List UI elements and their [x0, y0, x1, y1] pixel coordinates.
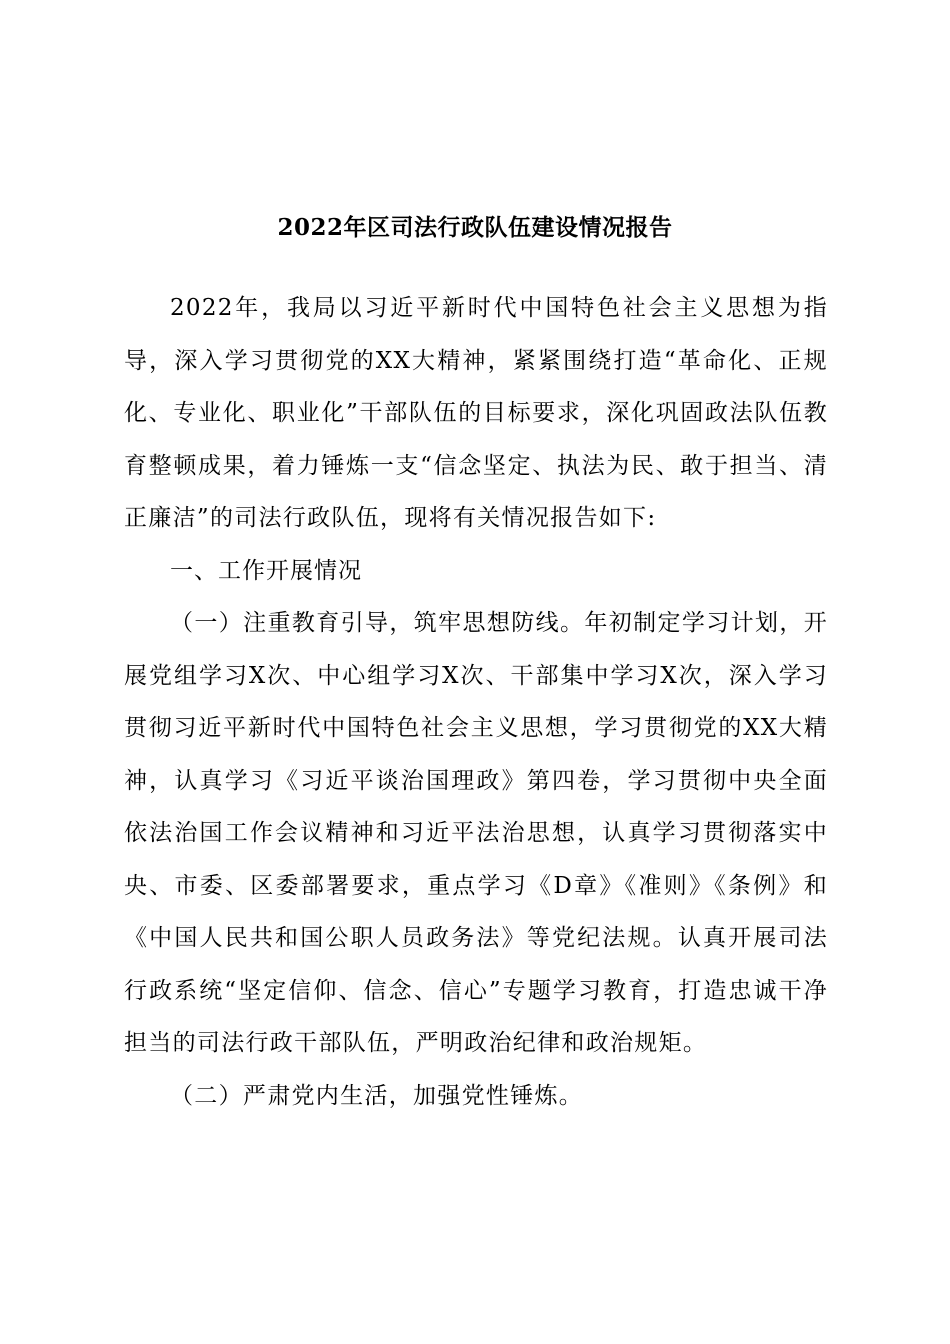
section-heading: 一、工作开展情况	[170, 557, 362, 584]
section-paragraph-2: （二）严肃党内生活，加强党性锤炼。	[170, 1082, 584, 1109]
document-body	[124, 282, 828, 1122]
intro-paragraph: 2022年，我局以习近平新时代中国特色社会主义思想为指导，深入学习贯彻党的XX大精神，紧紧围绕打造“革命化、正规化、专业化、职业化”干部队伍的目标要求，深化巩固政法队伍教育整顿成果，着力锤炼一支“信念坚定、执法为民、敢于担当、清正廉洁”的司法行政队伍，现将有关情况报告如下:	[124, 295, 828, 531]
document-title: 2022年区司法行政队伍建设情况报告	[277, 214, 673, 241]
section-paragraph-1: （一）注重教育引导，筑牢思想防线。年初制定学习计划，开展党组学习X次、中心组学习X次、干部集中学习X次，深入学习贯彻习近平新时代中国特色社会主义思想，学习贯彻党的XX大精神，认真学习《习近平谈治国理政》第四卷，学习贯彻中央全面依法治国工作会议精神和习近平法治思想，认真学习贯彻落实中央、市委、区委部署要求，重点学习《D章》《准则》《条例》和《中国人民共和国公职人员政务法》等党纪法规。认真开展司法行政系统“坚定信仰、信念、信心”专题学习教育，打造忠诚干净担当的司法行政干部队伍，严明政治纪律和政治规矩。	[124, 610, 828, 1056]
